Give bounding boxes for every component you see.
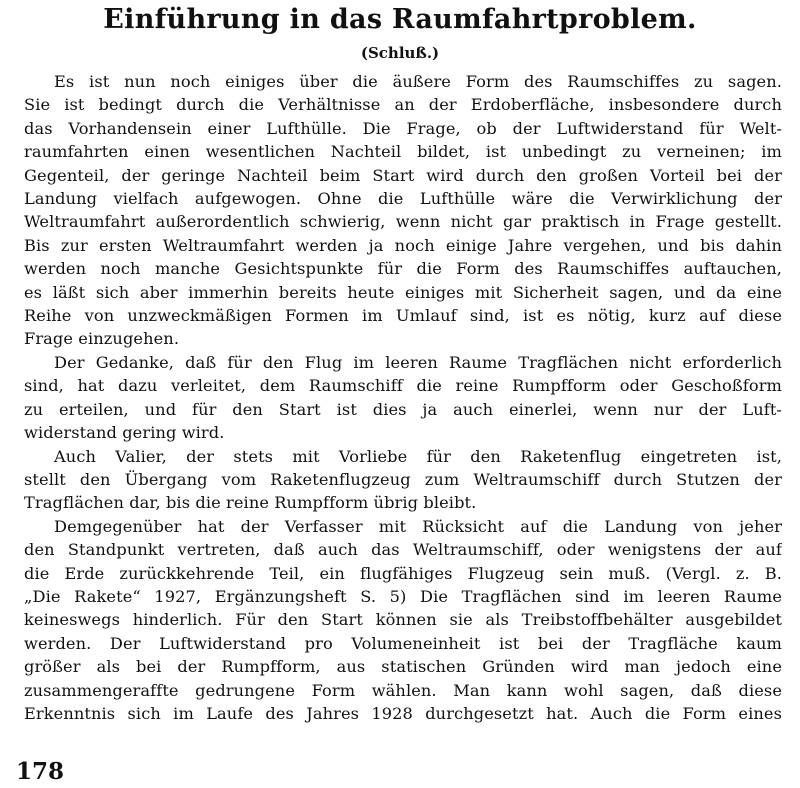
text-line: Tragflächen dar, bis die reine Rumpfform übrig bleibt. bbox=[24, 493, 477, 513]
paragraph bbox=[24, 351, 782, 445]
text-line: die Erde zurückkehrende Teil, ein flugfähiges Flugzeug sein muß. (Vergl. z. B. bbox=[24, 563, 782, 583]
text-line: Der Gedanke, daß für den Flug im leeren Raume Tragflächen nicht erforderlich bbox=[54, 352, 782, 372]
text-line: größer als bei der Rumpfform, aus statischen Gründen wird man jedoch eine bbox=[24, 657, 782, 677]
text-line: Es ist nun noch einiges über die äußere Form des Raumschiffes zu sagen. bbox=[54, 72, 782, 91]
page-number: 178 bbox=[16, 758, 65, 785]
text-line: das Vorhandensein einer Lufthülle. Die Frage, ob der Luftwiderstand für Welt- bbox=[24, 118, 782, 138]
text-line: „Die Rakete“ 1927, Ergänzungsheft S. 5) Die Tragflächen sind im leeren Raume bbox=[24, 586, 782, 606]
text-line: Frage einzugehen. bbox=[24, 329, 180, 349]
text-line: Weltraumfahrt außerordentlich schwierig, wenn nicht gar praktisch in Frage gestellt. bbox=[24, 212, 782, 232]
text-line: zusammengeraffte gedrungene Form wählen. Man kann wohl sagen, daß diese bbox=[24, 680, 782, 700]
paragraph bbox=[24, 70, 782, 351]
text-line: keineswegs hinderlich. Für den Start können sie als Treibstoffbehälter ausgebildet bbox=[24, 610, 782, 630]
article-subtitle: (Schluß.) bbox=[360, 44, 440, 62]
text-line: zu erteilen, und für den Start ist dies ja auch einerlei, wenn nur der Luft- bbox=[24, 399, 782, 419]
text-line: den Standpunkt vertreten, daß auch das Weltraumschiff, oder wenigstens der auf bbox=[24, 540, 782, 560]
text-line: sind, hat dazu verleitet, dem Raumschiff die reine Rumpfform oder Geschoßform bbox=[24, 376, 782, 396]
article-body bbox=[24, 70, 782, 725]
text-line: Erkenntnis sich im Laufe des Jahres 1928 durchgesetzt hat. Auch die Form eines bbox=[24, 703, 782, 723]
text-line: raumfahrten einen wesentlichen Nachteil bildet, ist unbedingt zu verneinen; im bbox=[24, 142, 782, 162]
paragraph bbox=[24, 515, 782, 726]
text-line: werden. Der Luftwiderstand pro Volumeneinheit ist bei der Tragfläche kaum bbox=[24, 633, 782, 653]
text-line: Reihe von unzweckmäßigen Formen im Umlauf sind, ist es nötig, kurz auf diese bbox=[24, 306, 782, 326]
text-line: Gegenteil, der geringe Nachteil beim Start wird durch den großen Vorteil bei der bbox=[24, 165, 782, 185]
text-line: stellt den Übergang vom Raketenflugzeug zum Weltraumschiff durch Stutzen der bbox=[24, 469, 782, 489]
text-line: es läßt sich aber immerhin bereits heute einiges mit Sicherheit sagen, und da eine bbox=[24, 282, 782, 302]
text-line: Sie ist bedingt durch die Verhältnisse an der Erdoberfläche, insbesondere durch bbox=[24, 95, 782, 115]
text-line: Auch Valier, der stets mit Vorliebe für den Raketenflug eingetreten ist, bbox=[54, 446, 782, 466]
text-line: Landung vielfach aufgewogen. Ohne die Lufthülle wäre die Verwirklichung der bbox=[24, 189, 782, 209]
text-line: werden noch manche Gesichtspunkte für die Form des Raumschiffes auftauchen, bbox=[24, 259, 782, 279]
paragraph bbox=[24, 445, 782, 515]
text-line: widerstand gering wird. bbox=[24, 423, 225, 443]
article-title: Einführung in das Raumfahrtproblem. bbox=[103, 4, 697, 35]
text-line: Bis zur ersten Weltraumfahrt werden ja noch einige Jahre vergehen, und bis dahin bbox=[24, 235, 782, 255]
text-line: Demgegenüber hat der Verfasser mit Rücksicht auf die Landung von jeher bbox=[54, 516, 782, 536]
